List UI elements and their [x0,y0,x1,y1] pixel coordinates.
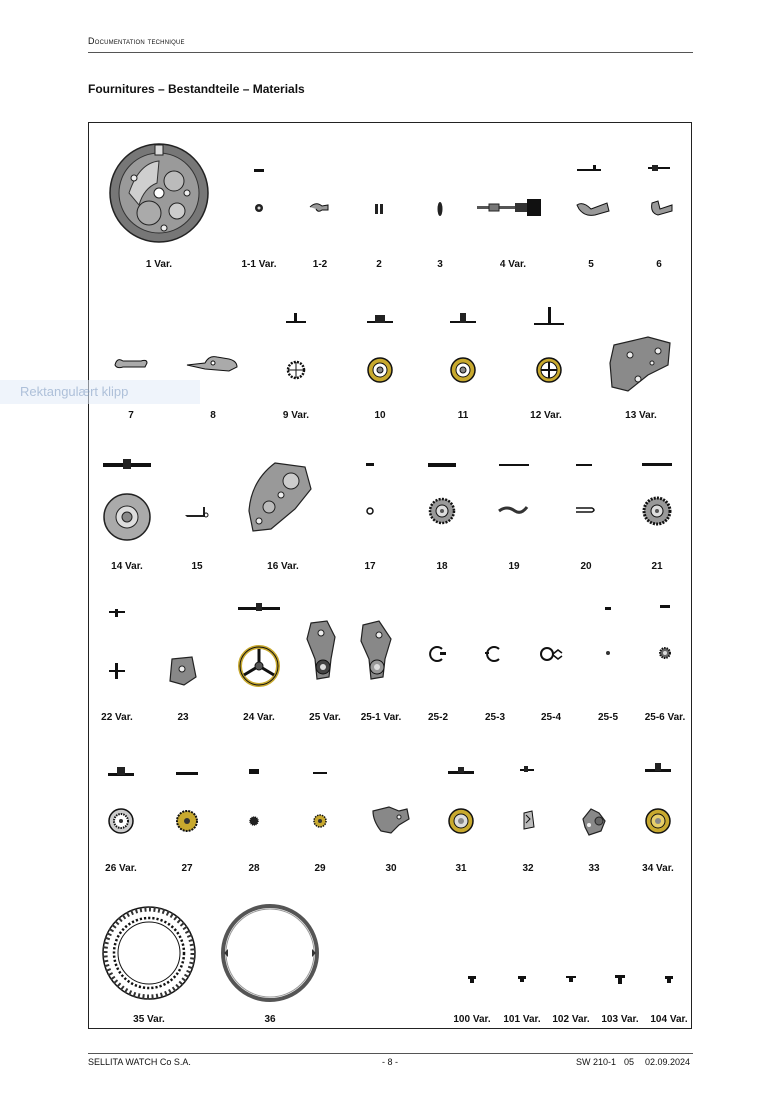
part-label: 1-1 Var. [241,259,277,270]
part-label: 100 Var. [453,1014,491,1025]
part-label: 19 [508,561,520,572]
part-label: 22 Var. [101,712,133,723]
part-label: 14 Var. [111,561,143,572]
header-rule [88,52,693,53]
part-drawing [608,335,674,395]
part-label: 11 [457,410,469,421]
part-label: 104 Var. [650,1014,688,1025]
part-label: 7 [128,410,134,421]
part-label: 25-1 Var. [360,712,402,723]
movement-illustration [109,143,219,243]
footer-page-number: - 8 - [382,1057,399,1067]
part-drawing [234,601,284,691]
part-label: 6 [656,259,662,270]
part-drawing [245,459,315,535]
part-drawing [436,201,444,217]
part-drawing [308,201,332,215]
part-label: 36 [264,1014,276,1025]
part-drawing [579,805,609,839]
part-drawing [664,975,674,985]
part-label: 29 [314,863,326,874]
part-drawing [168,655,198,687]
part-drawing [365,309,395,385]
footer-date: 02.09.2024 [645,1057,691,1067]
part-label: 27 [181,863,193,874]
part-drawing [359,619,395,681]
part-label: 101 Var. [503,1014,541,1025]
part-drawing [475,197,545,219]
part-label: 31 [455,863,467,874]
part-label: 21 [651,561,663,572]
part-drawing [603,605,613,655]
part-label: 25-6 Var. [644,712,686,723]
part-drawing [538,645,566,663]
part-label: 9 Var. [282,410,310,421]
part-label: 16 Var. [267,561,299,572]
part-drawing [640,461,674,531]
part-drawing [183,503,211,523]
part-drawing [517,975,527,985]
part-label: 25-3 [484,712,505,723]
part-label: 25-2 [427,712,448,723]
part-drawing [425,461,459,527]
part-drawing [246,765,262,835]
part-drawing [311,765,329,835]
section-title: Fournitures – Bestandteile – Materials [88,82,305,96]
footer-company: SELLITA WATCH Co S.A. [88,1057,191,1067]
part-drawing [643,761,673,839]
part-label: 24 Var. [243,712,275,723]
part-label: 103 Var. [601,1014,639,1025]
part-drawing [448,309,478,385]
part-label: 1-2 [312,259,328,270]
part-label: 5 [588,259,594,270]
part-drawing [646,163,676,223]
part-label: 33 [588,863,600,874]
part-label: 32 [522,863,534,874]
part-drawing [185,353,241,375]
part-label: 26 Var. [105,863,137,874]
part-drawing [369,805,411,837]
part-drawing [373,203,385,215]
part-label: 25-5 [597,712,618,723]
part-drawing [467,975,477,985]
part-label: 10 [374,410,386,421]
part-drawing [483,645,505,663]
part-drawing [249,167,269,217]
part-label: 15 [191,561,203,572]
part-label: 12 Var. [530,410,562,421]
part-label: 3 [437,259,443,270]
snip-overlay[interactable]: Rektangulært klipp [0,380,200,404]
part-drawing [99,459,155,545]
part-drawing [446,763,476,839]
footer-version: 05 [624,1057,635,1067]
part-drawing [363,461,377,521]
part-drawing [565,975,577,985]
part-label: 23 [177,712,189,723]
part-label: 2 [376,259,382,270]
part-drawing [614,974,626,986]
part-label: 34 Var. [642,863,674,874]
part-label: 13 Var. [625,410,657,421]
part-drawing [106,763,136,839]
part-label: 25-4 [540,712,561,723]
part-label: 102 Var. [552,1014,590,1025]
part-drawing [574,461,598,521]
part-drawing [111,353,151,373]
part-drawing [497,461,531,521]
part-drawing [107,607,127,683]
part-label: 8 [210,410,216,421]
part-drawing [101,905,197,1001]
part-label: 18 [436,561,448,572]
part-drawing [284,309,308,379]
part-label: 4 Var. [499,259,527,270]
part-drawing [532,305,566,385]
part-drawing [657,603,673,659]
part-label: 30 [385,863,397,874]
part-drawing [573,163,613,223]
part-drawing [426,645,448,663]
part-label: 20 [580,561,592,572]
part-label: 28 [248,863,260,874]
part-drawing [220,903,320,1003]
part-label: 17 [364,561,376,572]
part-drawing [305,619,341,681]
part-drawing [174,763,200,839]
header-title: Documentation technique [88,36,185,46]
footer-ref: SW 210-1 [576,1057,617,1067]
part-label: 35 Var. [133,1014,165,1025]
part-label: 25 Var. [309,712,341,723]
part-drawing [518,763,540,835]
part-label: 1 Var. [145,259,173,270]
footer-rule [88,1053,693,1054]
parts-frame [88,122,692,1029]
